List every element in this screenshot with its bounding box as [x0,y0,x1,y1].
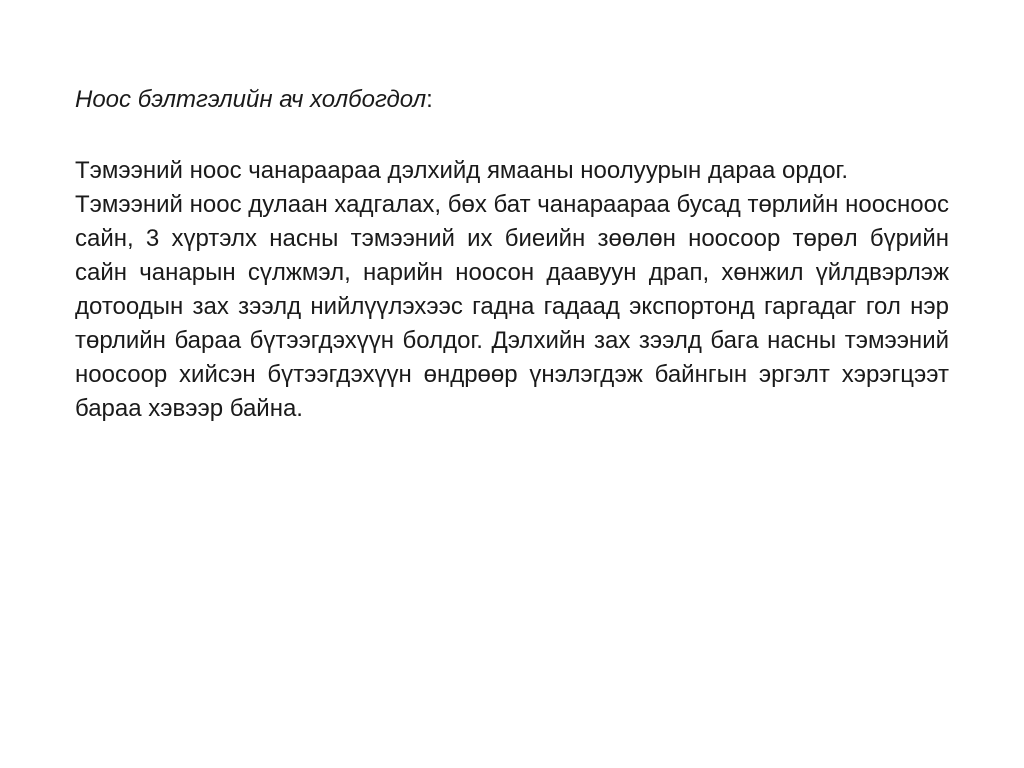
paragraph-1: Тэмээний ноос чанараараа дэлхийд ямааны ноолуурын дараа ордог. [75,157,849,184]
slide-content [75,80,949,426]
heading-colon: : [426,86,433,113]
slide-heading [75,80,949,120]
paragraph-2: Тэмээний ноос дулаан хадгалах, бөх бат чанараараа бусад төрлийн нооснoос сайн, 3 хүртэлх насны тэмээний их биеийн зөөлөн ноосоор төрөл бүрийн сайн чанарын сүлжмэл, нарийн ноосон даавуун драп, хөнжил үйлдвэрлэж дотоодын зах зээлд нийлүүлэхээс гадна гадаад экспортонд гаргадаг гол нэр төрлийн бараа бүтээгдэхүүн болдог. Дэлхийн зах зээлд бага насны тэмээний ноосоор хийсэн бүтээгдэхүүн өндрөөр үнэлэгдэж байнгын эргэлт хэрэгцээт бараа хэвээр байна. [75,191,949,422]
paragraph-spacer [75,120,949,154]
heading-text: Ноос бэлтгэлийн ач холбогдол [75,86,427,113]
